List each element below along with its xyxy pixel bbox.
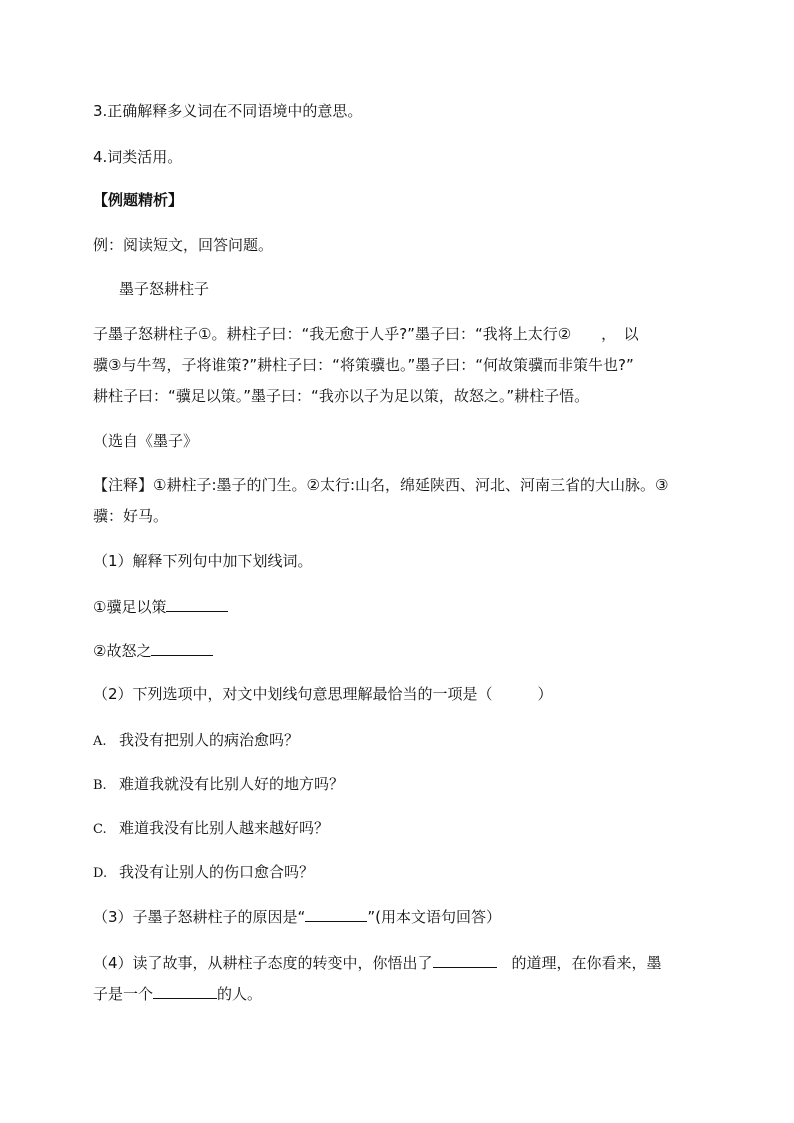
note-line-2: 骥：好马。 bbox=[93, 507, 169, 525]
option-b-letter: B. bbox=[93, 778, 107, 793]
objective-3: 3.正确解释多义词在不同语境中的意思。 bbox=[93, 102, 363, 120]
option-a-letter: A. bbox=[93, 734, 107, 749]
question-4-line-2-after: 的人。 bbox=[217, 985, 263, 1003]
option-d-letter: D. bbox=[93, 866, 108, 881]
question-4-line-2 bbox=[93, 983, 262, 1004]
passage-title: 墨子怒耕柱子 bbox=[119, 280, 210, 298]
option-a-text: 我没有把别人的病治愈吗？ bbox=[119, 731, 300, 749]
example-intro: 例：阅读短文，回答问题。 bbox=[93, 236, 274, 254]
question-4-text-after: 的道理，在你看来，墨 bbox=[496, 954, 662, 972]
question-4-line-1 bbox=[93, 952, 662, 973]
option-a[interactable] bbox=[93, 730, 299, 752]
passage-line-3: 耕柱子曰：“骥足以策。”墨子曰：“我亦以子为足以策，故怒之。”耕柱子悟。 bbox=[93, 387, 590, 405]
question-3-text-after: ”(用本文语句回答） bbox=[367, 908, 501, 926]
option-b-text: 难道我就没有比别人好的地方吗？ bbox=[119, 775, 345, 793]
objective-4: 4.词类活用。 bbox=[93, 148, 183, 166]
question-4-line-2-before: 子是一个 bbox=[93, 985, 154, 1003]
option-c[interactable] bbox=[93, 818, 329, 840]
question-1-item-a bbox=[93, 596, 228, 617]
option-b[interactable] bbox=[93, 774, 344, 796]
note-line-1: 【注释】①耕柱子:墨子的门生。②太行:山名，绵延陕西、河北、河南三省的大山脉。③ bbox=[93, 476, 669, 494]
question-4-text-before: （4）读了故事，从耕柱子态度的转变中，你悟出了 bbox=[93, 954, 433, 972]
question-3 bbox=[93, 906, 501, 927]
answer-blank-4a[interactable] bbox=[433, 952, 497, 968]
answer-blank-1b[interactable] bbox=[151, 640, 213, 656]
question-1-item-a-text: ①骥足以策 bbox=[93, 598, 167, 616]
question-2: （2）下列选项中，对文中划线句意思理解最恰当的一项是（ ） bbox=[93, 685, 553, 703]
passage-line-2: 骥③与牛驾，子将谁策?”耕柱子曰：“将策骥也。”墨子曰：“何故策骥而非策牛也?” bbox=[93, 356, 634, 374]
passage-source: （选自《墨子》 bbox=[93, 432, 199, 450]
answer-blank-4b[interactable] bbox=[153, 983, 217, 999]
option-d[interactable] bbox=[93, 862, 314, 884]
question-1-item-b bbox=[93, 640, 213, 661]
section-heading: 【例题精析】 bbox=[93, 191, 184, 209]
answer-blank-3[interactable] bbox=[305, 906, 367, 922]
option-c-letter: C. bbox=[93, 822, 107, 837]
question-1: （1）解释下列句中加下划线词。 bbox=[93, 552, 313, 570]
option-c-text: 难道我没有比别人越来越好吗？ bbox=[119, 819, 330, 837]
question-1-item-b-text: ②故怒之 bbox=[93, 642, 152, 660]
question-3-text-before: （3）子墨子怒耕柱子的原因是“ bbox=[93, 908, 306, 926]
passage-line-1: 子墨子怒耕柱子①。耕柱子曰：“我无愈于人乎?”墨子曰：“我将上太行② ， 以 bbox=[93, 325, 639, 343]
option-d-text: 我没有让别人的伤口愈合吗？ bbox=[119, 863, 315, 881]
answer-blank-1a[interactable] bbox=[166, 596, 228, 612]
